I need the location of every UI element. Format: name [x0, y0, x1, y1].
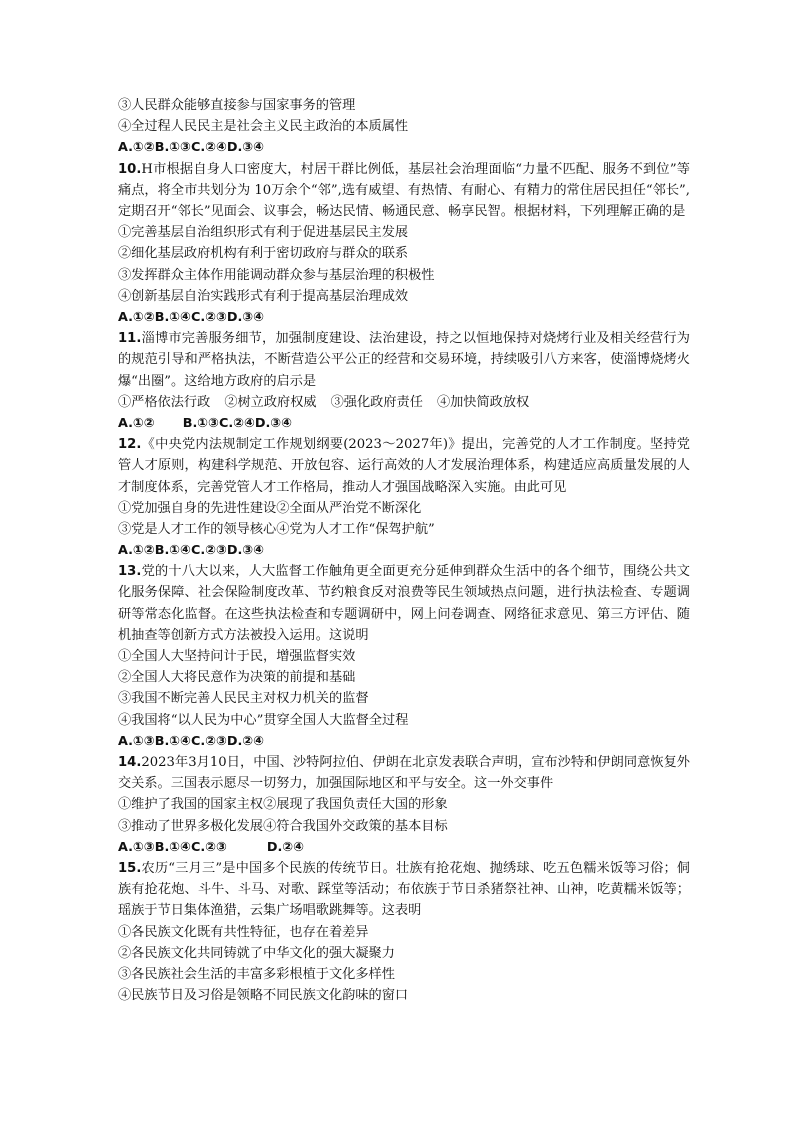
- q12-option-3: ③党是人才工作的领导核心: [118, 521, 277, 537]
- q14-stem-text: 2023年3月10日，中国、沙特阿拉伯、伊朗在北京发表联合声明，宣布沙特和伊朗同意恢复外交关系。三国表示愿尽一切努力，加强国际地区和平与安全。这一外交事件: [118, 755, 690, 792]
- q9-answers: [118, 137, 690, 158]
- answer-c: C.②③: [190, 839, 227, 855]
- q10-number: 10.: [118, 161, 142, 177]
- q13-option-1: ①全国人大坚持问计于民，增强监督实效: [118, 649, 356, 665]
- q11-option-2: ②树立政府权威: [224, 394, 317, 410]
- answer-c: C.②④: [218, 415, 255, 431]
- q14-number: 14.: [118, 755, 142, 771]
- q14-option-1: ①维护了我国的国家主权: [118, 797, 264, 813]
- q12-option-2: ②全面从严治党不断深化: [276, 500, 422, 516]
- q9-option-4: ④全过程人民民主是社会主义民主政治的本质属性: [118, 119, 409, 135]
- answer-b: B.①④: [154, 839, 191, 855]
- q12-answers: [118, 540, 690, 561]
- q13-answers: [118, 731, 690, 752]
- answer-c: C.②③: [190, 309, 227, 325]
- q13-stem-text: 党的十八大以来，人大监督工作触角更全面更充分延伸到群众生活中的各个细节，围绕公共文化服务保障、社会保险制度改革、节约粮食反对浪费等民生领域热点问题，进行执法检查、专题调研等常态化监督。在这些执法检查和专题调研中，网上问卷调查、网络征求意见、第三方评估、随机抽查等创新方式方法被投入运用。这说明: [118, 564, 690, 643]
- answer-b: B.①④: [154, 733, 191, 749]
- q14-options-row-1: [118, 794, 690, 815]
- q12-option-4: ④党为人才工作“保驾护航”: [276, 521, 435, 537]
- q14-option-3: ③推动了世界多极化发展: [118, 818, 264, 834]
- q15-number: 15.: [118, 860, 142, 876]
- answer-b: B.①④: [154, 309, 191, 325]
- answer-a: A.①③: [118, 733, 155, 749]
- q10-stem-text: H市根据自身人口密度大，村居干群比例低，基层社会治理面临“力量不匹配、服务不到位”等痛点，将全市共划分为 10万余个“邻”,选有威望、有热情、有耐心、有精力的常住居民担任“邻长”,定期召开“邻长”见面会、议事会，畅达民情、畅通民意、畅享民智。根据材料，下列理解正确的是: [118, 161, 690, 219]
- q10-answers: [118, 307, 690, 328]
- q14-options-row-2: [118, 816, 690, 837]
- q12-option-1: ①党加强自身的先进性建设: [118, 500, 277, 516]
- q11-stem: [118, 328, 690, 392]
- q13-option-4: ④我国将“以人民为中心”贯穿全国人大监督全过程: [118, 712, 409, 728]
- answer-d: D.③④: [226, 309, 265, 325]
- answer-d: D.②④: [226, 733, 265, 749]
- q15-option-1: ①各民族文化既有共性特征，也存在着差异: [118, 924, 369, 940]
- answer-a: A.①③: [118, 839, 155, 855]
- q14-option-4: ④符合我国外交政策的基本目标: [263, 818, 448, 834]
- answer-c: C.②③: [190, 543, 227, 559]
- q12-options-row-1: [118, 498, 690, 519]
- q10-option-3: ③发挥群众主体作用能调动群众参与基层治理的积极性: [118, 267, 435, 283]
- answer-d: D.②④: [266, 839, 305, 855]
- q15-stem: [118, 858, 690, 922]
- q12-stem-text: 《中央党内法规制定工作规划纲要(2023～2027年)》提出，完善党的人才工作制度。坚持党管人才原则，构建科学规范、开放包容、运行高效的人才发展治理体系，构建适应高质量发展的人才制度体系，完善党管人才工作格局，推动人才强国战略深入实施。由此可见: [118, 437, 690, 495]
- answer-a: A.①②: [118, 415, 155, 431]
- q12-number: 12.: [118, 437, 142, 453]
- q11-option-1: ①严格依法行政: [118, 394, 211, 410]
- answer-b: B.①③: [182, 415, 219, 431]
- q13-stem: [118, 561, 690, 646]
- q11-number: 11.: [118, 331, 142, 347]
- answer-a: A.①②: [118, 543, 155, 559]
- q11-option-4: ④加快简政放权: [436, 394, 530, 410]
- q15-stem-text: 农历“三月三”是中国多个民族的传统节日。壮族有抢花炮、抛绣球、吃五色糯米饭等习俗；侗族有抢花炮、斗牛、斗马、对歌、踩堂等活动；布依族于节日杀猪祭社神、山神，吃黄糯米饭等；瑶族于节日集体渔猎，云集广场唱歌跳舞等。这表明: [118, 860, 690, 919]
- q15-option-2: ②各民族文化共同铸就了中华文化的强大凝聚力: [118, 945, 395, 961]
- answer-d: D.③④: [226, 140, 265, 156]
- answer-b: B.①④: [154, 543, 191, 559]
- q11-options: [118, 392, 690, 413]
- answer-d: D.③④: [254, 415, 293, 431]
- q13-option-2: ②全国人大将民意作为决策的前提和基础: [118, 670, 356, 686]
- answer-d: D.③④: [226, 543, 265, 559]
- q14-option-2: ②展现了我国负责任大国的形象: [263, 797, 448, 813]
- q11-answers: [118, 413, 690, 434]
- answer-c: C.②③: [190, 733, 227, 749]
- answer-a: A.①②: [118, 309, 155, 325]
- q10-option-2: ②细化基层政府机构有利于密切政府与群众的联系: [118, 246, 409, 262]
- answer-c: C.②④: [190, 140, 227, 156]
- q13-number: 13.: [118, 564, 142, 580]
- q10-option-1: ①完善基层自治组织形式有利于促进基层民主发展: [118, 225, 409, 241]
- q15-option-4: ④民族节日及习俗是领略不同民族文化韵味的窗口: [118, 988, 409, 1004]
- q15-option-3: ③各民族社会生活的丰富多彩根植于文化多样性: [118, 966, 395, 982]
- q11-option-3: ③强化政府责任: [330, 394, 423, 410]
- q10-stem: [118, 159, 690, 223]
- answer-a: A.①②: [118, 140, 155, 156]
- exam-page: [118, 95, 690, 1006]
- q13-option-3: ③我国不断完善人民民主对权力机关的监督: [118, 691, 369, 707]
- q12-stem: [118, 434, 690, 498]
- q11-stem-text: 淄博市完善服务细节，加强制度建设、法治建设，持之以恒地保持对烧烤行业及相关经营行为的规范引导和严格执法，不断营造公平公正的经营和交易环境，持续吸引八方来客，使淄博烧烤火爆“出圈”。这给地方政府的启示是: [118, 331, 690, 389]
- q14-stem: [118, 752, 690, 794]
- q14-answers: [118, 837, 690, 858]
- q10-option-4: ④创新基层自治实践形式有利于提高基层治理成效: [118, 288, 409, 304]
- answer-b: B.①③: [154, 140, 191, 156]
- q9-option-3: ③人民群众能够直接参与国家事务的管理: [118, 98, 356, 113]
- q12-options-row-2: [118, 519, 690, 540]
